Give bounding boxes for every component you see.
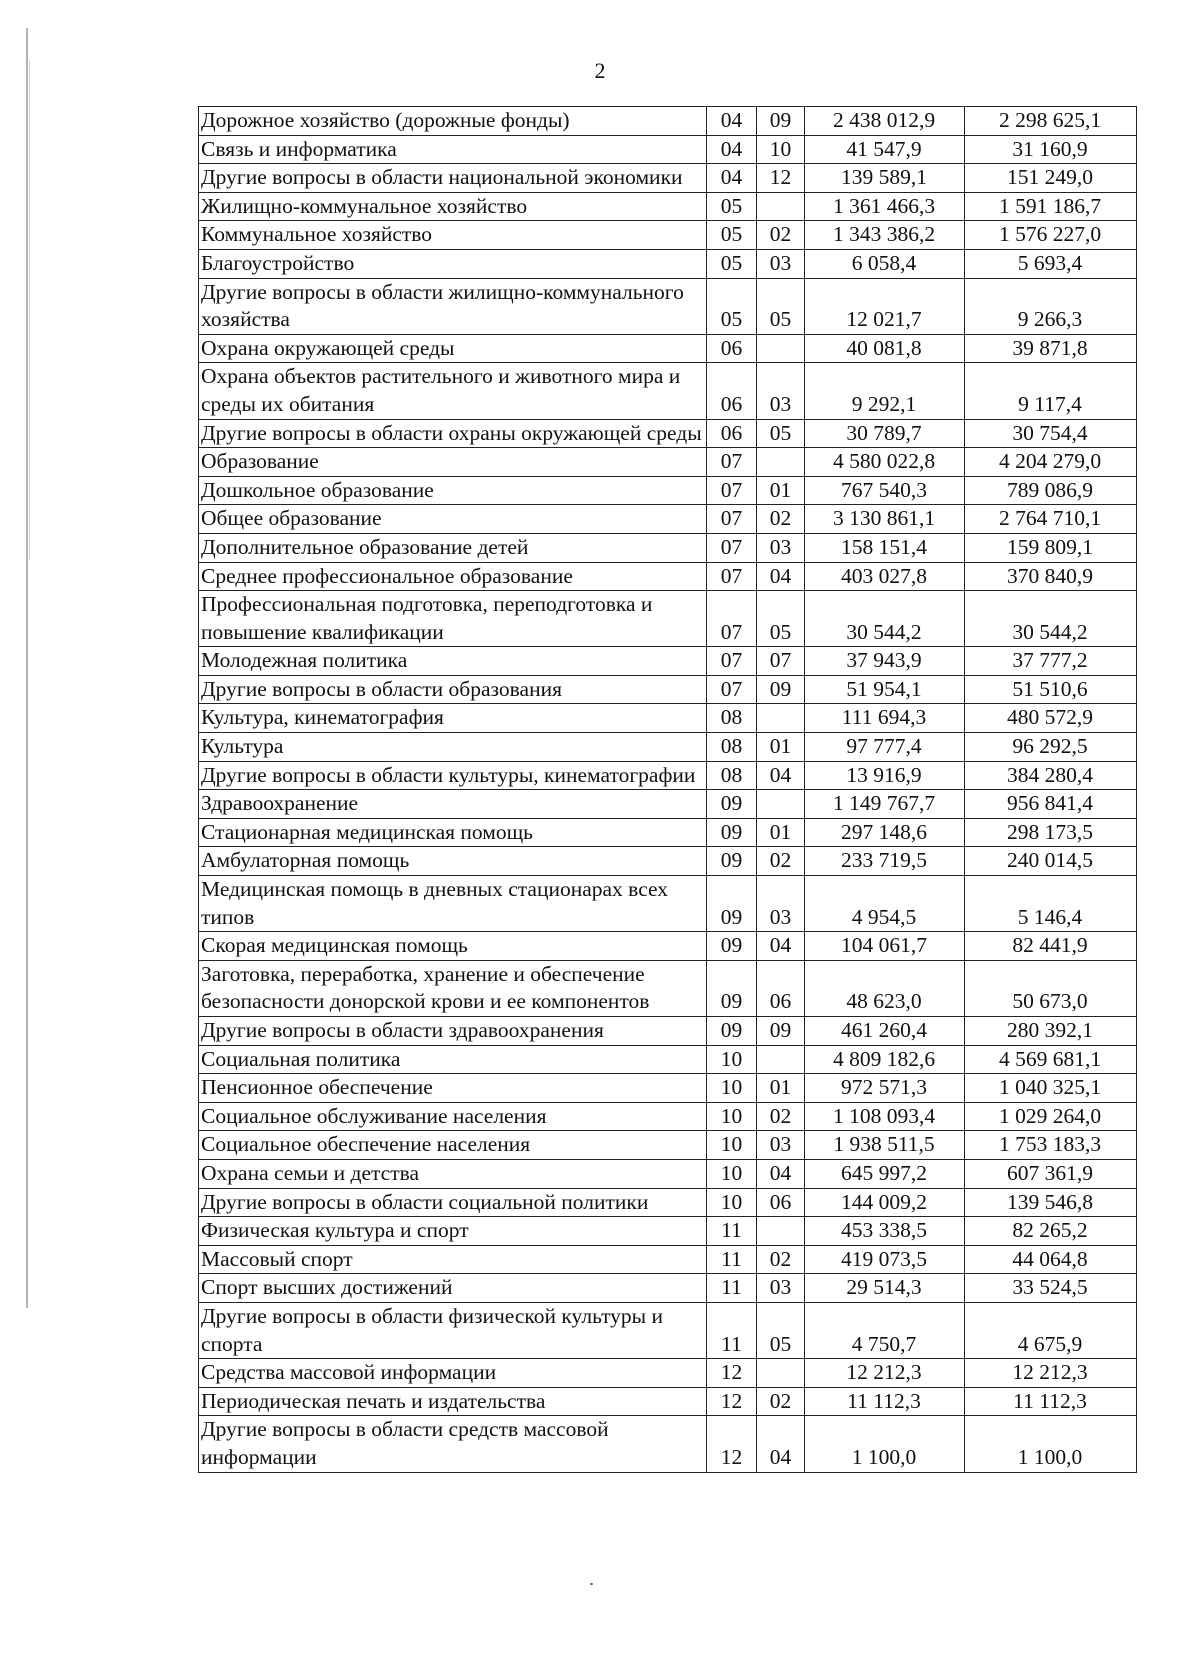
row-name-cell: Другие вопросы в области жилищно-коммунального хозяйства	[199, 278, 707, 334]
row-section-code-cell: 11	[707, 1245, 757, 1274]
row-subsection-code-cell: 02	[757, 221, 805, 250]
row-name-cell: Жилищно-коммунальное хозяйство	[199, 192, 707, 221]
row-name-cell: Другие вопросы в области национальной экономики	[199, 164, 707, 193]
row-value-1-cell: 1 938 511,5	[805, 1131, 965, 1160]
row-subsection-code-cell: 01	[757, 476, 805, 505]
row-section-code-cell: 09	[707, 1017, 757, 1046]
row-name-cell: Спорт высших достижений	[199, 1274, 707, 1303]
row-section-code-cell: 07	[707, 505, 757, 534]
row-name-cell: Пенсионное обеспечение	[199, 1074, 707, 1103]
row-value-2-cell: 5 693,4	[965, 249, 1137, 278]
table-row	[199, 533, 1137, 562]
row-name-cell: Охрана семьи и детства	[199, 1159, 707, 1188]
row-name-cell: Среднее профессиональное образование	[199, 562, 707, 591]
row-value-1-cell: 297 148,6	[805, 818, 965, 847]
row-subsection-code-cell: 07	[757, 647, 805, 676]
row-value-1-cell: 158 151,4	[805, 533, 965, 562]
row-subsection-code-cell: 02	[757, 1387, 805, 1416]
row-value-1-cell: 645 997,2	[805, 1159, 965, 1188]
table-row	[199, 960, 1137, 1016]
table-row	[199, 249, 1137, 278]
row-section-code-cell: 07	[707, 675, 757, 704]
row-subsection-code-cell	[757, 334, 805, 363]
row-value-1-cell: 111 694,3	[805, 704, 965, 733]
row-name-cell: Социальное обслуживание населения	[199, 1102, 707, 1131]
row-subsection-code-cell: 03	[757, 876, 805, 932]
row-name-cell: Другие вопросы в области образования	[199, 675, 707, 704]
row-subsection-code-cell: 03	[757, 249, 805, 278]
row-value-2-cell: 151 249,0	[965, 164, 1137, 193]
row-value-2-cell: 2 298 625,1	[965, 107, 1137, 136]
table-row	[199, 505, 1137, 534]
row-section-code-cell: 04	[707, 107, 757, 136]
row-section-code-cell: 06	[707, 419, 757, 448]
row-subsection-code-cell	[757, 1217, 805, 1246]
table-row	[199, 1217, 1137, 1246]
row-value-2-cell: 1 576 227,0	[965, 221, 1137, 250]
row-subsection-code-cell: 02	[757, 847, 805, 876]
row-section-code-cell: 07	[707, 591, 757, 647]
row-section-code-cell: 07	[707, 476, 757, 505]
row-value-2-cell: 159 809,1	[965, 533, 1137, 562]
row-value-2-cell: 2 764 710,1	[965, 505, 1137, 534]
row-subsection-code-cell: 05	[757, 591, 805, 647]
row-value-1-cell: 30 789,7	[805, 419, 965, 448]
row-value-1-cell: 104 061,7	[805, 932, 965, 961]
row-value-2-cell: 607 361,9	[965, 1159, 1137, 1188]
row-value-1-cell: 51 954,1	[805, 675, 965, 704]
row-name-cell: Заготовка, переработка, хранение и обеспечение безопасности донорской крови и ее компонентов	[199, 960, 707, 1016]
row-subsection-code-cell: 06	[757, 960, 805, 1016]
row-value-1-cell: 40 081,8	[805, 334, 965, 363]
row-section-code-cell: 10	[707, 1131, 757, 1160]
row-section-code-cell: 05	[707, 192, 757, 221]
row-subsection-code-cell: 04	[757, 761, 805, 790]
row-value-1-cell: 48 623,0	[805, 960, 965, 1016]
table-row	[199, 1131, 1137, 1160]
table-row	[199, 448, 1137, 477]
row-subsection-code-cell	[757, 790, 805, 819]
row-value-1-cell: 1 108 093,4	[805, 1102, 965, 1131]
table-row	[199, 733, 1137, 762]
row-section-code-cell: 05	[707, 249, 757, 278]
row-value-1-cell: 11 112,3	[805, 1387, 965, 1416]
row-section-code-cell: 11	[707, 1274, 757, 1303]
row-value-2-cell: 37 777,2	[965, 647, 1137, 676]
row-value-2-cell: 31 160,9	[965, 135, 1137, 164]
table-row	[199, 1274, 1137, 1303]
table-row	[199, 221, 1137, 250]
table-row	[199, 1074, 1137, 1103]
row-name-cell: Коммунальное хозяйство	[199, 221, 707, 250]
row-section-code-cell: 09	[707, 790, 757, 819]
row-subsection-code-cell: 06	[757, 1188, 805, 1217]
row-value-2-cell: 44 064,8	[965, 1245, 1137, 1274]
table-row	[199, 761, 1137, 790]
row-value-1-cell: 13 916,9	[805, 761, 965, 790]
row-subsection-code-cell: 04	[757, 932, 805, 961]
row-name-cell: Другие вопросы в области средств массовой информации	[199, 1416, 707, 1472]
row-name-cell: Молодежная политика	[199, 647, 707, 676]
row-value-2-cell: 789 086,9	[965, 476, 1137, 505]
row-name-cell: Охрана объектов растительного и животного мира и среды их обитания	[199, 363, 707, 419]
row-value-2-cell: 139 546,8	[965, 1188, 1137, 1217]
row-name-cell: Физическая культура и спорт	[199, 1217, 707, 1246]
row-name-cell: Культура, кинематография	[199, 704, 707, 733]
row-subsection-code-cell	[757, 1045, 805, 1074]
row-name-cell: Дорожное хозяйство (дорожные фонды)	[199, 107, 707, 136]
row-section-code-cell: 07	[707, 647, 757, 676]
row-value-1-cell: 12 212,3	[805, 1359, 965, 1388]
row-value-1-cell: 37 943,9	[805, 647, 965, 676]
row-subsection-code-cell: 09	[757, 1017, 805, 1046]
row-value-1-cell: 139 589,1	[805, 164, 965, 193]
row-section-code-cell: 04	[707, 164, 757, 193]
row-value-1-cell: 233 719,5	[805, 847, 965, 876]
row-section-code-cell: 12	[707, 1359, 757, 1388]
table-row	[199, 1387, 1137, 1416]
row-value-2-cell: 82 265,2	[965, 1217, 1137, 1246]
row-section-code-cell: 08	[707, 704, 757, 733]
scan-edge-mark-secondary	[29, 60, 30, 560]
row-section-code-cell: 09	[707, 818, 757, 847]
table-row	[199, 419, 1137, 448]
row-subsection-code-cell: 03	[757, 363, 805, 419]
row-name-cell: Дошкольное образование	[199, 476, 707, 505]
table-row	[199, 334, 1137, 363]
row-subsection-code-cell: 05	[757, 1302, 805, 1358]
row-value-2-cell: 1 100,0	[965, 1416, 1137, 1472]
row-subsection-code-cell: 03	[757, 1131, 805, 1160]
row-value-1-cell: 453 338,5	[805, 1217, 965, 1246]
row-section-code-cell: 07	[707, 448, 757, 477]
row-value-2-cell: 280 392,1	[965, 1017, 1137, 1046]
row-subsection-code-cell: 10	[757, 135, 805, 164]
row-value-2-cell: 298 173,5	[965, 818, 1137, 847]
row-subsection-code-cell	[757, 192, 805, 221]
table-row	[199, 932, 1137, 961]
row-name-cell: Другие вопросы в области культуры, кинематографии	[199, 761, 707, 790]
row-value-1-cell: 144 009,2	[805, 1188, 965, 1217]
table-row	[199, 1017, 1137, 1046]
row-section-code-cell: 07	[707, 562, 757, 591]
table-row	[199, 1416, 1137, 1472]
row-section-code-cell: 06	[707, 363, 757, 419]
table-row	[199, 675, 1137, 704]
table-row	[199, 107, 1137, 136]
row-value-2-cell: 956 841,4	[965, 790, 1137, 819]
row-name-cell: Средства массовой информации	[199, 1359, 707, 1388]
row-section-code-cell: 10	[707, 1102, 757, 1131]
table-row	[199, 192, 1137, 221]
scan-speck	[590, 1583, 593, 1585]
row-value-1-cell: 1 343 386,2	[805, 221, 965, 250]
row-section-code-cell: 10	[707, 1188, 757, 1217]
row-name-cell: Профессиональная подготовка, переподготовка и повышение квалификации	[199, 591, 707, 647]
budget-table-body	[199, 107, 1137, 1473]
table-row	[199, 278, 1137, 334]
row-value-1-cell: 2 438 012,9	[805, 107, 965, 136]
table-row	[199, 704, 1137, 733]
table-row	[199, 1159, 1137, 1188]
table-row	[199, 363, 1137, 419]
row-section-code-cell: 12	[707, 1416, 757, 1472]
table-row	[199, 164, 1137, 193]
row-value-1-cell: 403 027,8	[805, 562, 965, 591]
table-row	[199, 847, 1137, 876]
row-subsection-code-cell: 02	[757, 1102, 805, 1131]
row-name-cell: Здравоохранение	[199, 790, 707, 819]
row-value-2-cell: 1 753 183,3	[965, 1131, 1137, 1160]
row-value-2-cell: 96 292,5	[965, 733, 1137, 762]
row-value-1-cell: 30 544,2	[805, 591, 965, 647]
table-row	[199, 476, 1137, 505]
row-value-1-cell: 4 809 182,6	[805, 1045, 965, 1074]
row-subsection-code-cell: 02	[757, 505, 805, 534]
row-subsection-code-cell: 05	[757, 278, 805, 334]
row-name-cell: Стационарная медицинская помощь	[199, 818, 707, 847]
table-row	[199, 647, 1137, 676]
row-section-code-cell: 06	[707, 334, 757, 363]
row-subsection-code-cell: 09	[757, 107, 805, 136]
table-row	[199, 562, 1137, 591]
row-section-code-cell: 04	[707, 135, 757, 164]
row-subsection-code-cell: 01	[757, 818, 805, 847]
row-section-code-cell: 09	[707, 876, 757, 932]
row-value-2-cell: 30 754,4	[965, 419, 1137, 448]
row-value-1-cell: 1 149 767,7	[805, 790, 965, 819]
row-value-2-cell: 9 266,3	[965, 278, 1137, 334]
row-value-1-cell: 1 361 466,3	[805, 192, 965, 221]
table-row	[199, 1188, 1137, 1217]
row-name-cell: Общее образование	[199, 505, 707, 534]
row-section-code-cell: 05	[707, 278, 757, 334]
row-name-cell: Другие вопросы в области социальной политики	[199, 1188, 707, 1217]
row-name-cell: Медицинская помощь в дневных стационарах всех типов	[199, 876, 707, 932]
table-row	[199, 1359, 1137, 1388]
row-subsection-code-cell: 04	[757, 1159, 805, 1188]
row-section-code-cell: 11	[707, 1217, 757, 1246]
row-value-2-cell: 1 591 186,7	[965, 192, 1137, 221]
row-name-cell: Массовый спорт	[199, 1245, 707, 1274]
table-row	[199, 876, 1137, 932]
table-row	[199, 1102, 1137, 1131]
row-value-2-cell: 480 572,9	[965, 704, 1137, 733]
table-row	[199, 790, 1137, 819]
row-value-2-cell: 30 544,2	[965, 591, 1137, 647]
row-value-2-cell: 370 840,9	[965, 562, 1137, 591]
row-section-code-cell: 09	[707, 932, 757, 961]
table-row	[199, 1245, 1137, 1274]
row-value-1-cell: 41 547,9	[805, 135, 965, 164]
row-name-cell: Образование	[199, 448, 707, 477]
row-value-2-cell: 12 212,3	[965, 1359, 1137, 1388]
row-value-2-cell: 11 112,3	[965, 1387, 1137, 1416]
row-value-2-cell: 33 524,5	[965, 1274, 1137, 1303]
row-name-cell: Дополнительное образование детей	[199, 533, 707, 562]
row-value-1-cell: 29 514,3	[805, 1274, 965, 1303]
row-value-2-cell: 4 569 681,1	[965, 1045, 1137, 1074]
row-subsection-code-cell: 09	[757, 675, 805, 704]
row-subsection-code-cell	[757, 704, 805, 733]
row-value-2-cell: 240 014,5	[965, 847, 1137, 876]
row-name-cell: Амбулаторная помощь	[199, 847, 707, 876]
row-section-code-cell: 12	[707, 1387, 757, 1416]
row-section-code-cell: 11	[707, 1302, 757, 1358]
row-name-cell: Охрана окружающей среды	[199, 334, 707, 363]
table-row	[199, 818, 1137, 847]
row-value-1-cell: 767 540,3	[805, 476, 965, 505]
row-subsection-code-cell: 05	[757, 419, 805, 448]
row-subsection-code-cell: 03	[757, 1274, 805, 1303]
row-section-code-cell: 10	[707, 1159, 757, 1188]
row-name-cell: Другие вопросы в области физической культуры и спорта	[199, 1302, 707, 1358]
row-value-1-cell: 97 777,4	[805, 733, 965, 762]
row-section-code-cell: 09	[707, 847, 757, 876]
table-row	[199, 591, 1137, 647]
row-subsection-code-cell: 02	[757, 1245, 805, 1274]
row-section-code-cell: 10	[707, 1074, 757, 1103]
table-row	[199, 1302, 1137, 1358]
row-value-2-cell: 5 146,4	[965, 876, 1137, 932]
row-section-code-cell: 08	[707, 761, 757, 790]
row-value-1-cell: 1 100,0	[805, 1416, 965, 1472]
row-subsection-code-cell: 04	[757, 562, 805, 591]
row-value-1-cell: 12 021,7	[805, 278, 965, 334]
row-subsection-code-cell: 01	[757, 733, 805, 762]
row-value-1-cell: 4 750,7	[805, 1302, 965, 1358]
row-value-2-cell: 1 040 325,1	[965, 1074, 1137, 1103]
scan-edge-mark	[26, 28, 28, 1308]
row-section-code-cell: 07	[707, 533, 757, 562]
row-subsection-code-cell: 04	[757, 1416, 805, 1472]
page-number: 2	[594, 58, 606, 83]
row-value-1-cell: 461 260,4	[805, 1017, 965, 1046]
row-subsection-code-cell: 12	[757, 164, 805, 193]
row-name-cell: Другие вопросы в области охраны окружающей среды	[199, 419, 707, 448]
row-name-cell: Периодическая печать и издательства	[199, 1387, 707, 1416]
row-value-1-cell: 419 073,5	[805, 1245, 965, 1274]
row-section-code-cell: 09	[707, 960, 757, 1016]
row-subsection-code-cell: 01	[757, 1074, 805, 1103]
row-section-code-cell: 10	[707, 1045, 757, 1074]
row-subsection-code-cell	[757, 1359, 805, 1388]
row-value-2-cell: 50 673,0	[965, 960, 1137, 1016]
row-name-cell: Культура	[199, 733, 707, 762]
row-value-1-cell: 4 580 022,8	[805, 448, 965, 477]
row-value-1-cell: 6 058,4	[805, 249, 965, 278]
row-value-1-cell: 4 954,5	[805, 876, 965, 932]
row-value-1-cell: 9 292,1	[805, 363, 965, 419]
row-name-cell: Социальная политика	[199, 1045, 707, 1074]
row-subsection-code-cell: 03	[757, 533, 805, 562]
row-value-2-cell: 82 441,9	[965, 932, 1137, 961]
row-value-2-cell: 9 117,4	[965, 363, 1137, 419]
row-subsection-code-cell	[757, 448, 805, 477]
row-name-cell: Скорая медицинская помощь	[199, 932, 707, 961]
row-value-2-cell: 4 675,9	[965, 1302, 1137, 1358]
row-section-code-cell: 05	[707, 221, 757, 250]
row-name-cell: Социальное обеспечение населения	[199, 1131, 707, 1160]
row-value-2-cell: 384 280,4	[965, 761, 1137, 790]
row-value-1-cell: 3 130 861,1	[805, 505, 965, 534]
row-value-2-cell: 39 871,8	[965, 334, 1137, 363]
row-value-2-cell: 51 510,6	[965, 675, 1137, 704]
row-name-cell: Связь и информатика	[199, 135, 707, 164]
row-value-2-cell: 4 204 279,0	[965, 448, 1137, 477]
row-name-cell: Благоустройство	[199, 249, 707, 278]
row-section-code-cell: 08	[707, 733, 757, 762]
table-row	[199, 1045, 1137, 1074]
row-value-1-cell: 972 571,3	[805, 1074, 965, 1103]
budget-table	[198, 106, 1137, 1473]
table-row	[199, 135, 1137, 164]
row-value-2-cell: 1 029 264,0	[965, 1102, 1137, 1131]
row-name-cell: Другие вопросы в области здравоохранения	[199, 1017, 707, 1046]
